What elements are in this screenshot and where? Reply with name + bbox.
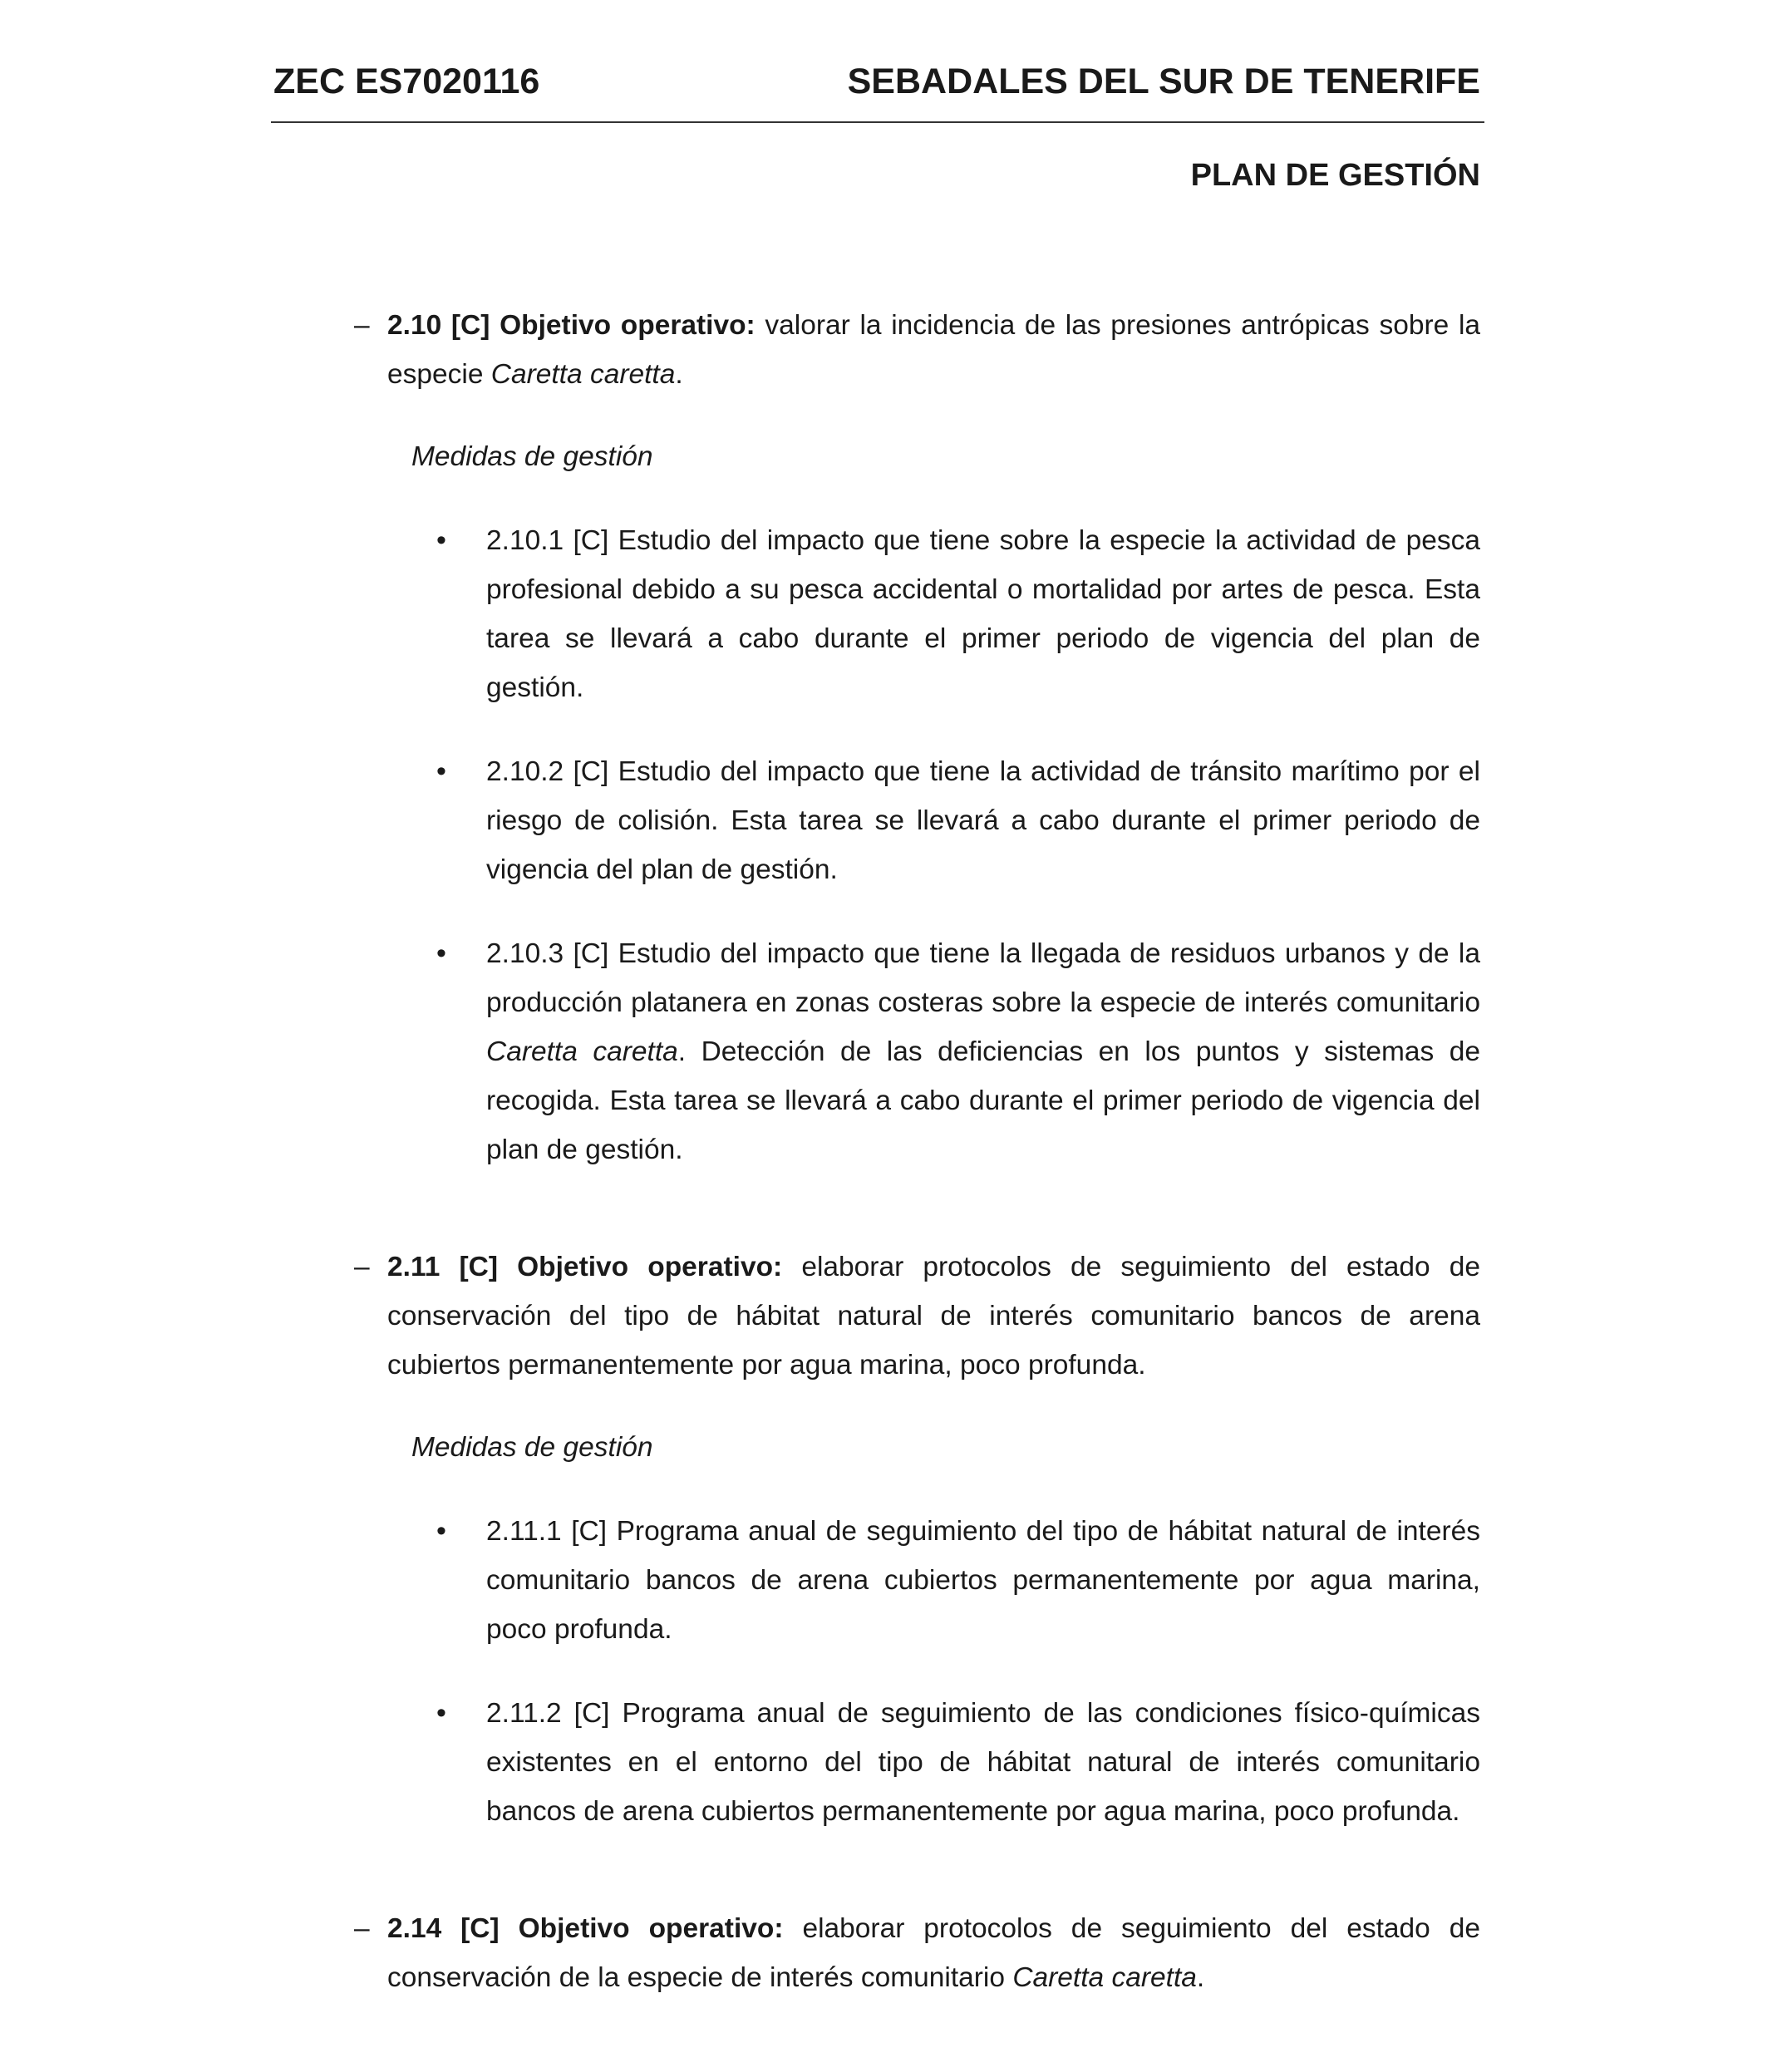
header-divider — [271, 121, 1484, 123]
objective-label: Objetivo operativo: — [518, 1913, 784, 1944]
site-name: SEBADALES DEL SUR DE TENERIFE — [847, 62, 1480, 101]
objective-2-10 — [354, 301, 1481, 399]
measure-text: 2.11.1 [C] Programa anual de seguimiento del tipo de hábitat natural de interés comunitario bancos de arena cubiertos permanentemente por agua marina, poco profunda. — [486, 1516, 1480, 1645]
measure-text: 2.10.3 [C] Estudio del impacto que tiene la llegada de residuos urbanos y de la producción platanera en zonas costeras sobre la especie de interés comunitario — [486, 938, 1480, 1018]
measure-text: 2.10.1 [C] Estudio del impacto que tiene sobre la especie la actividad de pesca profesional debido a su pesca accidental o mortalidad por artes de pesca. Esta tarea se llevará a cabo durante el primer periodo de vigencia del plan de gestión. — [486, 525, 1480, 703]
site-code: ZEC ES7020116 — [273, 62, 540, 101]
measure-text-end: . Detección de las deficiencias en los puntos y sistemas de recogida. Esta tarea se llevará a cabo durante el primer periodo de vigencia del plan de gestión. — [486, 1036, 1481, 1165]
objective-2-14 — [354, 1904, 1481, 2002]
objective-code: 2.10 [C] — [387, 310, 490, 341]
medidas-heading: Medidas de gestión — [411, 441, 653, 472]
objective-text-end: . — [675, 359, 683, 390]
measures-list-2-10 — [0, 516, 1767, 1174]
dash-marker: – — [354, 310, 370, 341]
objective-text: elaborar protocolos de seguimiento del estado de conservación del tipo de hábitat natural de interés comunitario bancos de arena cubiertos permanentemente por agua marina, poco profunda. — [387, 1252, 1480, 1381]
measures-list-2-11 — [0, 1507, 1767, 1836]
dash-marker: – — [354, 1252, 370, 1282]
document-subtitle: PLAN DE GESTIÓN — [1190, 158, 1480, 193]
objective-code: 2.11 [C] — [387, 1252, 498, 1282]
objective-label: Objetivo operativo: — [500, 310, 756, 341]
medidas-heading: Medidas de gestión — [411, 1432, 653, 1463]
objective-2-11 — [354, 1243, 1480, 1390]
objective-text: elaborar protocolos de seguimiento del estado de conservación de la especie de interés comunitario — [387, 1913, 1481, 1993]
bullet-icon: • — [436, 1515, 446, 1547]
species-name: Caretta caretta — [486, 1036, 678, 1067]
section-spacer — [0, 1174, 1767, 1243]
measure-2-10-2 — [436, 747, 1480, 894]
objective-text: valorar la incidencia de las presiones antrópicas sobre la especie — [387, 310, 1481, 390]
bullet-icon: • — [436, 938, 446, 969]
measure-text: 2.10.2 [C] Estudio del impacto que tiene la actividad de tránsito marítimo por el riesgo de colisión. Esta tarea se llevará a cabo durante el primer periodo de vigencia del plan de gestión. — [486, 756, 1480, 885]
measure-2-10-1 — [436, 516, 1480, 712]
objective-label: Objetivo operativo: — [517, 1252, 783, 1282]
species-name: Caretta caretta — [490, 359, 676, 390]
measure-2-11-2 — [436, 1689, 1480, 1836]
objective-code: 2.14 [C] — [387, 1913, 500, 1944]
dash-marker: – — [354, 1913, 370, 1944]
page-header — [271, 57, 1480, 106]
species-name: Caretta caretta — [1012, 1962, 1197, 1993]
measure-text: 2.11.2 [C] Programa anual de seguimiento de las condiciones físico-químicas existentes en el entorno del tipo de hábitat natural de interés comunitario bancos de arena cubiertos permanentemente por agua marina, poco profunda. — [486, 1698, 1480, 1827]
objective-text-end: . — [1196, 1962, 1205, 1993]
bullet-icon: • — [436, 755, 446, 787]
section-spacer — [0, 1836, 1767, 1904]
bullet-icon: • — [436, 524, 446, 556]
measure-2-10-3 — [436, 929, 1481, 1174]
document-body — [0, 301, 1767, 2002]
bullet-icon: • — [436, 1697, 446, 1729]
measure-2-11-1 — [436, 1507, 1480, 1654]
